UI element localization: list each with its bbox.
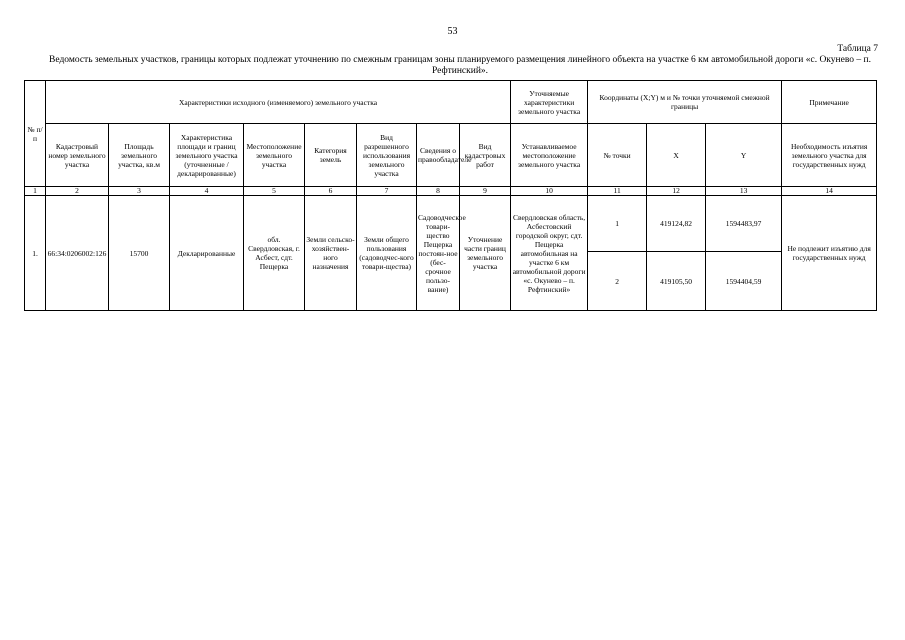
header-note-text: Необходимость изъятия земельного участка для государственных нужд: [782, 124, 877, 187]
header-location: Местоположение земельного участка: [244, 124, 305, 187]
header-permitted-use: Вид разрешенного использования земельного участка: [357, 124, 417, 187]
header-num: № п/п: [25, 81, 46, 187]
col-number: 1: [25, 187, 46, 196]
page-number: 53: [447, 26, 458, 37]
header-cadastral: Кадастровый номер земельного участка: [46, 124, 109, 187]
row-works: Уточнение части границ земельного участка: [460, 196, 511, 311]
row-point-x: 419105,50: [647, 252, 706, 311]
table-row: [25, 196, 877, 252]
header-coords-group: Координаты (X;Y) м и № точки уточняемой смежной границы: [588, 81, 782, 124]
col-number: 6: [305, 187, 357, 196]
row-area-char: Декларированные: [170, 196, 244, 311]
header-category: Категория земель: [305, 124, 357, 187]
col-number: 5: [244, 187, 305, 196]
header-y: Y: [706, 124, 782, 187]
header-refined-group: Уточняемые характеристики земельного участка: [511, 81, 588, 124]
header-original-group: Характеристики исходного (изменяемого) земельного участка: [46, 81, 511, 124]
col-number: 4: [170, 187, 244, 196]
header-area: Площадь земельного участка, кв.м: [109, 124, 170, 187]
col-number: 13: [706, 187, 782, 196]
col-number: 2: [46, 187, 109, 196]
land-plots-table: [24, 80, 877, 311]
row-point-no: 1: [588, 196, 647, 252]
col-number: 8: [417, 187, 460, 196]
header-x: X: [647, 124, 706, 187]
col-number: 3: [109, 187, 170, 196]
row-category: Земли сельско-хозяйствен-ного назначения: [305, 196, 357, 311]
col-number: 11: [588, 187, 647, 196]
row-point-x: 419124,82: [647, 196, 706, 252]
col-number: 7: [357, 187, 417, 196]
header-row-groups: [25, 81, 877, 124]
row-point-no: 2: [588, 252, 647, 311]
col-number: 12: [647, 187, 706, 196]
header-new-location: Устанавливаемое местоположение земельного участка: [511, 124, 588, 187]
col-number: 10: [511, 187, 588, 196]
column-numbers-row: [25, 187, 877, 196]
document-title: Ведомость земельных участков, границы которых подлежат уточнению по смежным границам зоны планируемого размещения линейного объекта на участке 6 км автомобильной дороги «с. Окунево – п. Рефтинский».: [49, 55, 871, 76]
header-note: Примечание: [782, 81, 877, 124]
row-point-y: 1594483,97: [706, 196, 782, 252]
row-location: обл. Свердловская, г. Асбест, сдт. Пещерка: [244, 196, 305, 311]
header-point-no: № точки: [588, 124, 647, 187]
table-label: Таблица 7: [837, 44, 878, 54]
row-new-location: Свердловская область, Асбестовский городской округ, сдт. Пещерка автомобильная на участке 6 км автомобильной дороги «с. Окунево – п. Рефтинский»: [511, 196, 588, 311]
row-area: 15700: [109, 196, 170, 311]
row-permitted-use: Земли общего пользования (садоводчес-кого товари-щества): [357, 196, 417, 311]
header-owner: Сведения о правообладателе: [417, 124, 460, 187]
header-row-columns: [25, 124, 877, 187]
row-num: 1.: [25, 196, 46, 311]
row-owner: Садоводческое товари-щество Пещерка постоян-ное (бес-срочное пользо-вание): [417, 196, 460, 311]
col-number: 9: [460, 187, 511, 196]
col-number: 14: [782, 187, 877, 196]
row-note: Не подлежит изъятию для государственных нужд: [782, 196, 877, 311]
row-point-y: 1594404,59: [706, 252, 782, 311]
row-cadastral: 66:34:0206002:126: [46, 196, 109, 311]
header-area-char: Характеристика площади и границ земельного участка (уточненные / декларированные): [170, 124, 244, 187]
header-works: Вид кадастровых работ: [460, 124, 511, 187]
